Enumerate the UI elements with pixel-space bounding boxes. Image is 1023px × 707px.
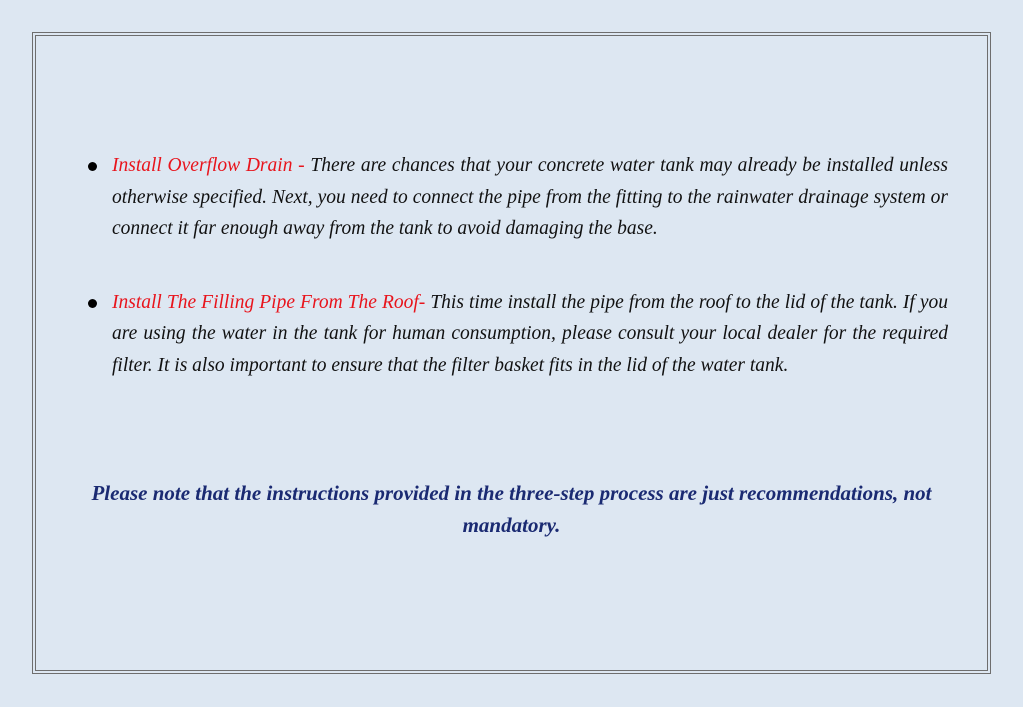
instruction-list [112,150,948,423]
item-body: There are chances that your concrete water tank may already be installed unless otherwise specified. Next, you need to connect the pipe from the fitting to the rainwater drainage system or connect it far enough away from the tank to avoid damaging the base. [112,155,948,239]
recommendation-note: Please note that the instructions provided in the three-step process are just recommendations, not mandatory. [91,481,932,537]
bullet-icon [88,162,97,171]
item-title: Install The Filling Pipe From The Roof- [112,291,431,313]
list-item [112,287,948,382]
list-item [112,150,948,245]
item-body: This time install the pipe from the roof to the lid of the tank. If you are using the water in the tank for human consumption, please consult your local dealer for the required filter. It is also important to ensure that the filter basket fits in the lid of the water tank. [112,291,948,376]
bullet-icon [88,299,97,308]
item-title: Install Overflow Drain - [112,155,311,176]
